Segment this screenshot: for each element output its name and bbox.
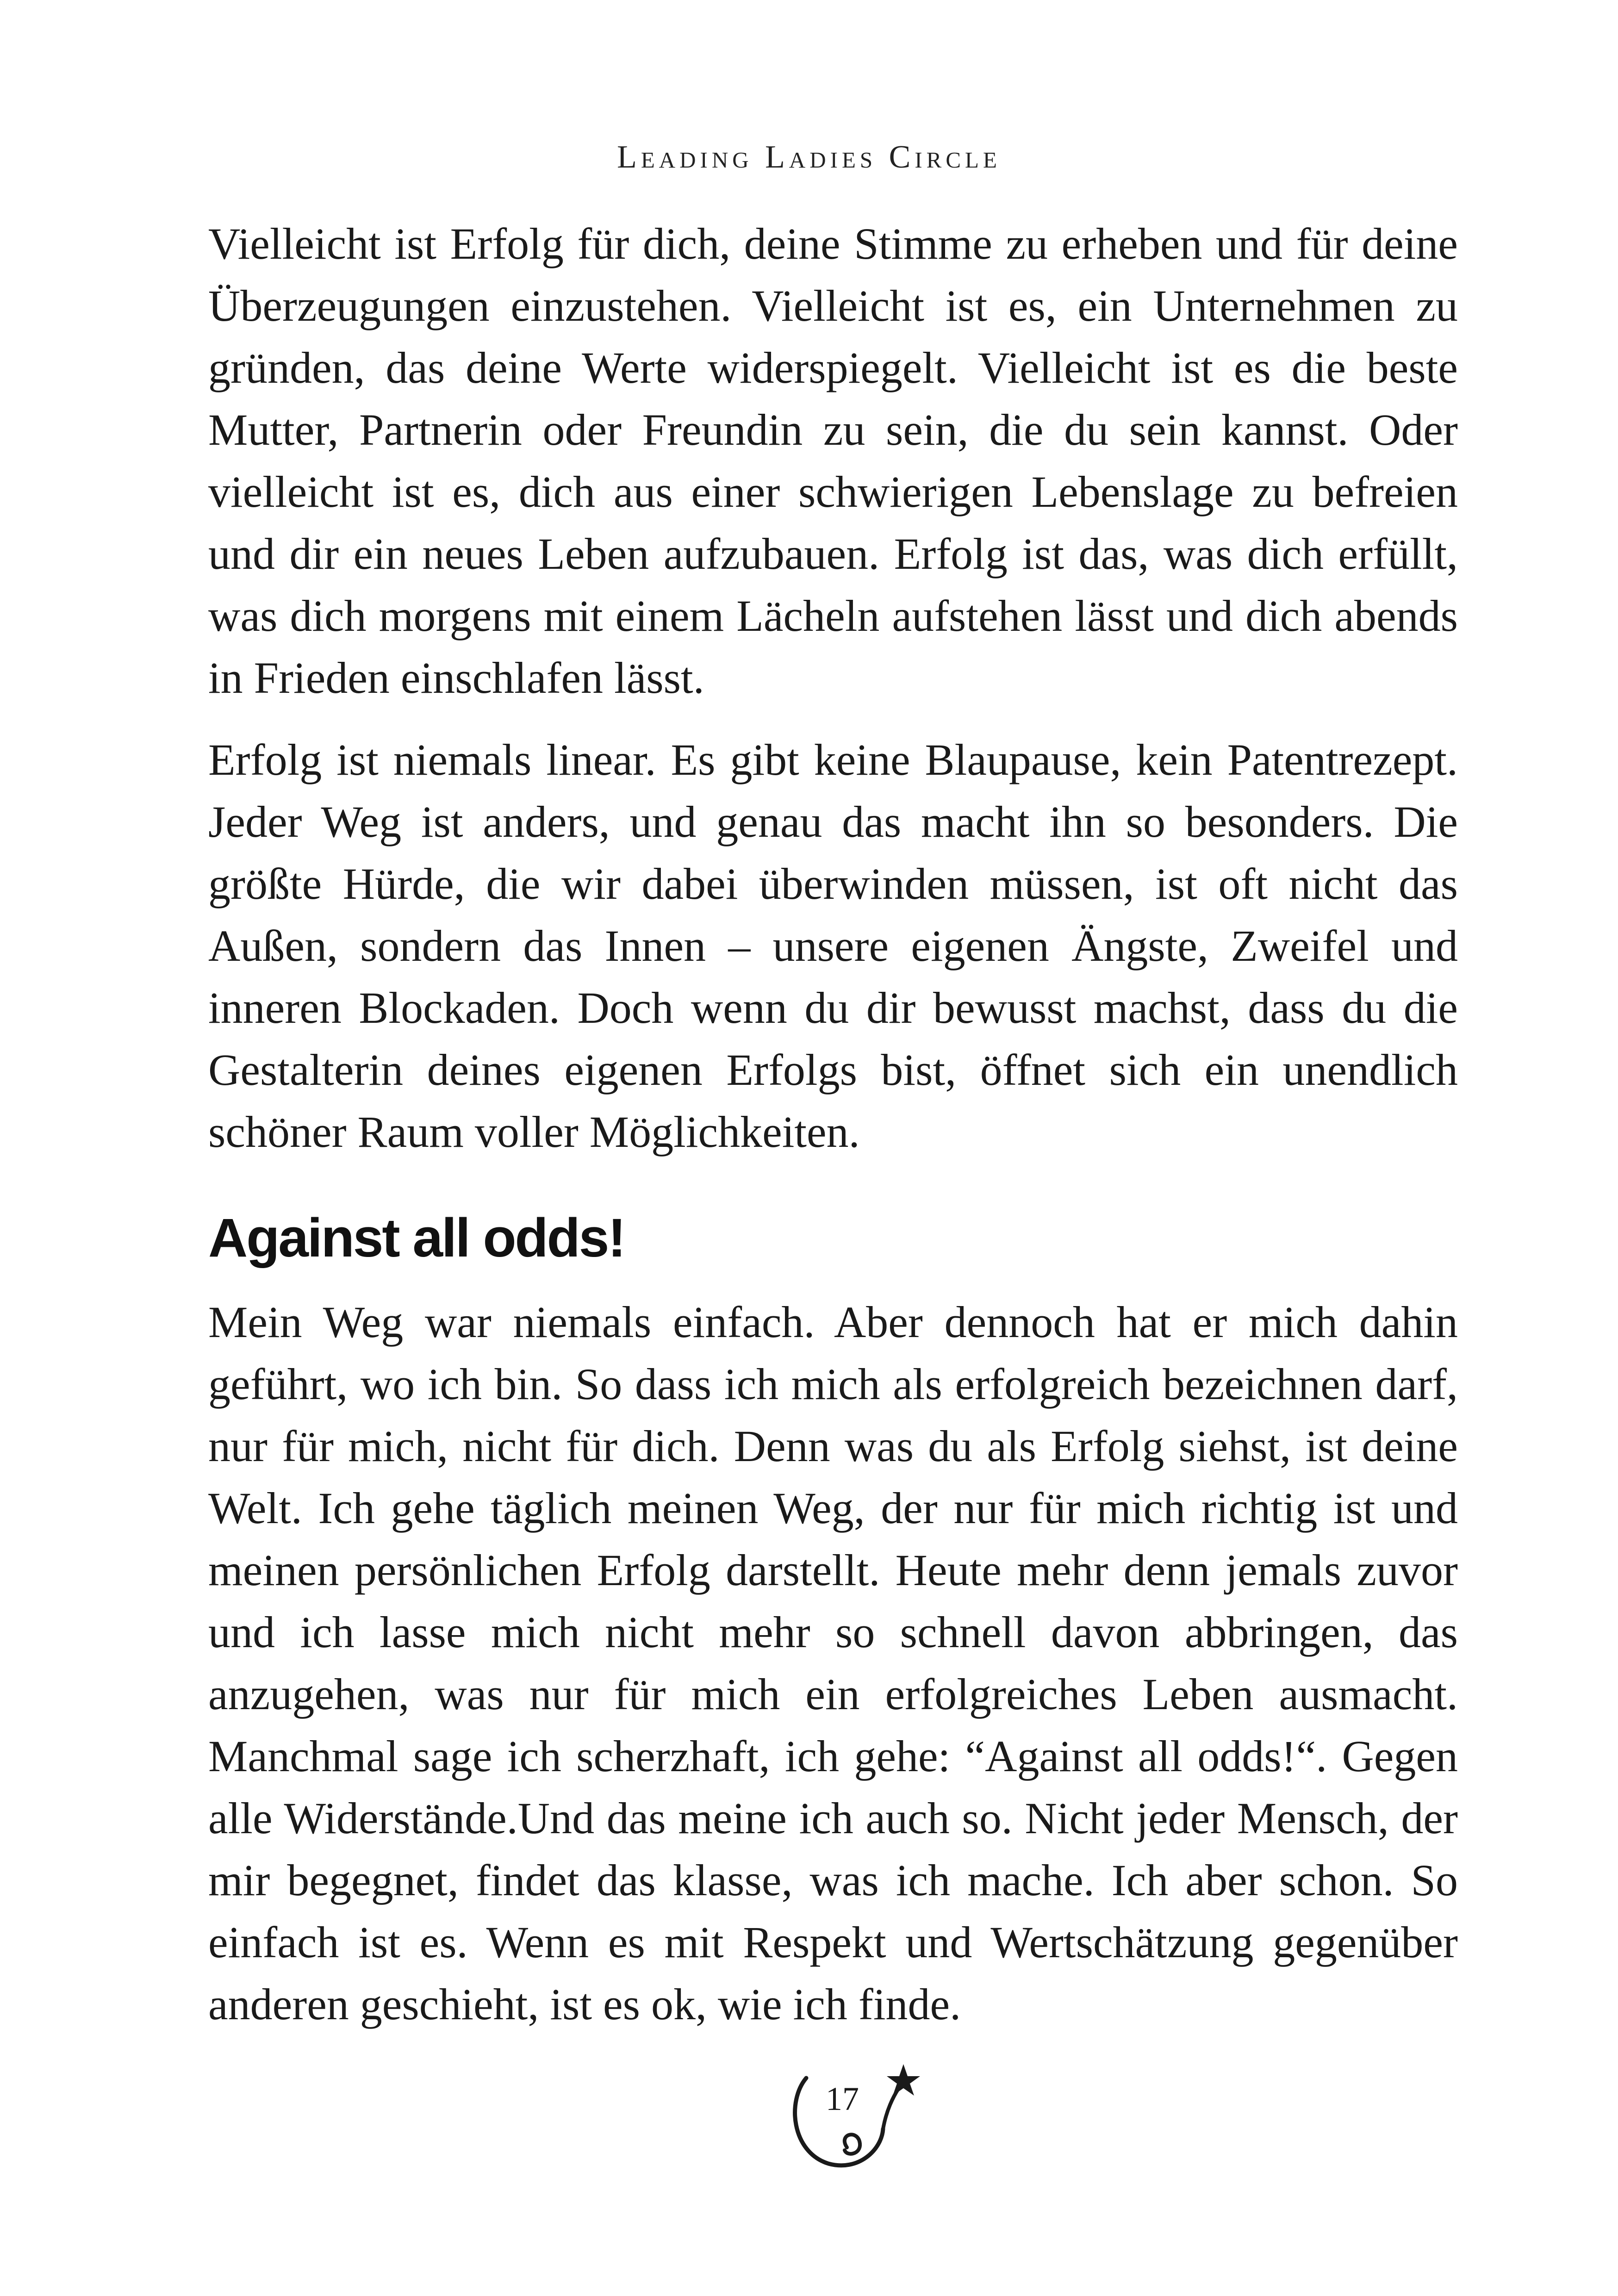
running-header: Leading Ladies Circle <box>617 139 1001 175</box>
swirl-star-icon <box>778 2060 926 2180</box>
paragraph-text: Erfolg ist niemals linear. Es gibt keine Blaupause, kein Patentrezept. Jeder Weg ist anders, und genau das macht ihn so besonders. Die größte Hürde, die wir dabei überwinden müssen, ist oft nicht das Außen, sondern das Innen – unsere eigenen Ängste, Zweifel und inneren Blockaden. Doch wenn du dir bewusst machst, dass du die Gestalterin deines eigenen Erfolgs bist, öffnet sich ein unendlich schöner Raum voller Möglichkeiten. <box>208 735 1458 1157</box>
body-paragraph-3 <box>208 1291 1458 2035</box>
paragraph-text: Vielleicht ist Erfolg für dich, deine Stimme zu erheben und für deine Überzeugungen einzustehen. Vielleicht ist es, ein Unternehmen zu gründen, das deine Werte widerspiegelt. Vielleicht ist es die beste Mutter, Partnerin oder Freundin zu sein, die du sein kannst. Oder vielleicht ist es, dich aus einer schwierigen Lebenslage zu befreien und dir ein neues Leben aufzubauen. Erfolg ist das, was dich erfüllt, was dich morgens mit einem Lächeln aufstehen lässt und dich abends in Frieden einschlafen lässt. <box>208 219 1458 703</box>
body-paragraph-1 <box>208 213 1458 709</box>
section-heading: Against all odds! <box>208 1207 625 1269</box>
paragraph-text: Mein Weg war niemals einfach. Aber dennoch hat er mich dahin geführt, wo ich bin. So dass ich mich als erfolgreich bezeichnen darf, nur für mich, nicht für dich. Denn was du als Erfolg siehst, ist deine Welt. Ich gehe täglich meinen Weg, der nur für mich richtig ist und meinen persönlichen Erfolg darstellt. Heute mehr denn jemals zuvor und ich lasse mich nicht mehr so schnell davon abbringen, das anzugehen, was nur für mich ein erfolgreiches Leben ausmacht. Manchmal sage ich scherzhaft, ich gehe: “Against all odds!“. Gegen alle Widerstände.Und das meine ich auch so. Nicht jeder Mensch, der mir begegnet, findet das klasse, was ich mache. Ich aber schon. So einfach ist es. Wenn es mit Respekt und Wertschätzung gegenüber anderen geschieht, ist es ok, wie ich finde. <box>208 1297 1458 2029</box>
page-number: 17 <box>826 2080 859 2117</box>
body-paragraph-2 <box>208 729 1458 1163</box>
page-folio <box>778 2060 926 2180</box>
